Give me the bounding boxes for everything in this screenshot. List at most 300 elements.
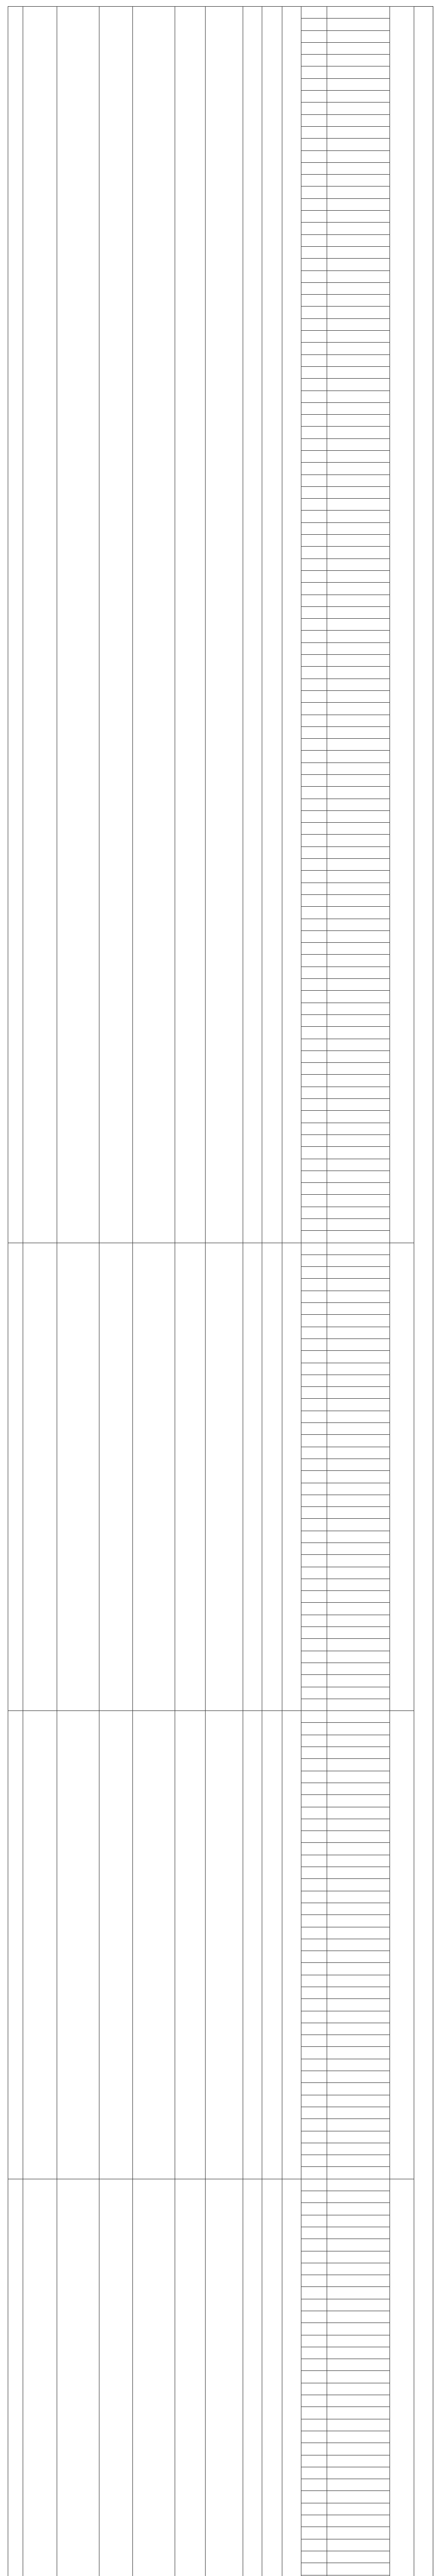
line-item-quantity-cell <box>327 1675 390 1687</box>
line-item-quantity-cell <box>327 331 390 343</box>
line-item-description-cell <box>301 667 327 679</box>
line-item-description-cell <box>301 799 327 810</box>
line-item-quantity-cell <box>327 2119 390 2131</box>
line-item-quantity-cell <box>327 1735 390 1747</box>
line-item-description-cell <box>301 655 327 667</box>
line-item-quantity-cell <box>327 1795 390 1807</box>
line-item-description-cell <box>301 103 327 114</box>
line-item-quantity-cell <box>327 270 390 282</box>
group-quantity-cell <box>262 1711 282 2179</box>
procurement-table <box>8 6 433 2576</box>
line-item-quantity-cell <box>327 2179 390 2191</box>
line-item-description-cell <box>301 2347 327 2359</box>
line-item-quantity-cell <box>327 1207 390 1218</box>
line-item-quantity-cell <box>327 1759 390 1771</box>
line-item-quantity-cell <box>327 679 390 690</box>
line-item-quantity-cell <box>327 703 390 715</box>
line-item-description-cell <box>301 295 327 307</box>
line-item-quantity-cell <box>327 295 390 307</box>
line-item-description-cell <box>301 19 327 30</box>
line-item-description-cell <box>301 919 327 930</box>
line-item-quantity-cell <box>327 2239 390 2251</box>
line-item-description-cell <box>301 78 327 90</box>
line-item-quantity-cell <box>327 1891 390 1903</box>
line-item-description-cell <box>301 450 327 462</box>
line-item-description-cell <box>301 1723 327 1735</box>
line-item-description-cell <box>301 1747 327 1759</box>
line-item-description-cell <box>301 2551 327 2563</box>
line-item-description-cell <box>301 1531 327 1543</box>
line-item-description-cell <box>301 930 327 942</box>
line-item-quantity-cell <box>327 726 390 738</box>
line-item-quantity-cell <box>327 1915 390 1927</box>
line-item-quantity-cell <box>327 1939 390 1951</box>
line-item-quantity-cell <box>327 739 390 751</box>
line-item-description-cell <box>301 2407 327 2419</box>
line-item-description-cell <box>301 1399 327 1411</box>
line-item-description-cell <box>301 463 327 474</box>
line-item-description-cell <box>301 1795 327 1807</box>
line-item-quantity-cell <box>327 1411 390 1422</box>
line-item-quantity-cell <box>327 1651 390 1663</box>
line-item-quantity-cell <box>327 1123 390 1134</box>
line-item-quantity-cell <box>327 42 390 54</box>
line-item-description-cell <box>301 2479 327 2491</box>
line-item-quantity-cell <box>327 1831 390 1843</box>
line-item-quantity-cell <box>327 930 390 942</box>
line-item-quantity-cell <box>327 259 390 270</box>
line-item-quantity-cell <box>327 2515 390 2527</box>
line-item-quantity-cell <box>327 307 390 318</box>
line-item-description-cell <box>301 1975 327 1987</box>
group-category-cell <box>99 2179 133 2576</box>
line-item-description-cell <box>301 1111 327 1123</box>
line-item-quantity-cell <box>327 1303 390 1315</box>
line-item-quantity-cell <box>327 354 390 366</box>
line-item-description-cell <box>301 91 327 103</box>
line-item-quantity-cell <box>327 499 390 511</box>
line-item-quantity-cell <box>327 1471 390 1483</box>
line-item-description-cell <box>301 1987 327 1998</box>
line-item-quantity-cell <box>327 2275 390 2287</box>
line-item-description-cell <box>301 2299 327 2311</box>
line-item-quantity-cell <box>327 690 390 702</box>
line-item-description-cell <box>301 642 327 654</box>
line-item-description-cell <box>301 2155 327 2167</box>
line-item-quantity-cell <box>327 2479 390 2491</box>
line-item-description-cell <box>301 486 327 498</box>
line-item-quantity-cell <box>327 415 390 427</box>
line-item-description-cell <box>301 1603 327 1615</box>
table-row <box>8 1711 433 1723</box>
line-item-description-cell <box>301 1147 327 1159</box>
line-item-quantity-cell <box>327 1218 390 1230</box>
line-item-description-cell <box>301 1639 327 1651</box>
line-item-description-cell <box>301 2095 327 2107</box>
line-item-description-cell <box>301 1771 327 1783</box>
line-item-quantity-cell <box>327 1591 390 1603</box>
line-item-quantity-cell <box>327 2131 390 2143</box>
line-item-quantity-cell <box>327 1543 390 1555</box>
line-item-description-cell <box>301 739 327 751</box>
line-item-description-cell <box>301 1123 327 1134</box>
line-item-quantity-cell <box>327 234 390 246</box>
line-item-description-cell <box>301 211 327 223</box>
line-item-quantity-cell <box>327 1291 390 1302</box>
line-item-description-cell <box>301 1483 327 1495</box>
line-item-description-cell <box>301 259 327 270</box>
line-item-quantity-cell <box>327 1099 390 1111</box>
line-item-description-cell <box>301 415 327 427</box>
line-item-quantity-cell <box>327 379 390 391</box>
line-item-description-cell <box>301 187 327 198</box>
line-item-quantity-cell <box>327 631 390 642</box>
line-item-description-cell <box>301 1519 327 1531</box>
group-amount-cell <box>282 1243 301 1711</box>
group-remark-cell <box>390 1711 414 2179</box>
line-item-description-cell <box>301 1927 327 1939</box>
line-item-description-cell <box>301 1495 327 1506</box>
line-item-description-cell <box>301 1075 327 1087</box>
line-item-description-cell <box>301 282 327 294</box>
line-item-quantity-cell <box>327 859 390 871</box>
line-item-quantity-cell <box>327 1014 390 1026</box>
line-item-quantity-cell <box>327 943 390 955</box>
line-item-quantity-cell <box>327 486 390 498</box>
table-row <box>8 1243 433 1255</box>
line-item-description-cell <box>301 1435 327 1447</box>
line-item-quantity-cell <box>327 2191 390 2203</box>
line-item-quantity-cell <box>327 1819 390 1831</box>
line-item-quantity-cell <box>327 139 390 150</box>
line-item-quantity-cell <box>327 1111 390 1123</box>
line-item-description-cell <box>301 955 327 967</box>
line-item-description-cell <box>301 438 327 450</box>
line-item-description-cell <box>301 1963 327 1975</box>
line-item-description-cell <box>301 871 327 883</box>
group-quantity-cell <box>262 1243 282 1711</box>
line-item-description-cell <box>301 2563 327 2575</box>
line-item-quantity-cell <box>327 2371 390 2383</box>
group-quantity-cell <box>262 2179 282 2576</box>
line-item-quantity-cell <box>327 835 390 846</box>
group-quantity-cell <box>262 7 282 1243</box>
line-item-description-cell <box>301 1099 327 1111</box>
line-item-quantity-cell <box>327 1087 390 1098</box>
group-seq-cell <box>8 1243 23 1711</box>
line-item-quantity-cell <box>327 810 390 822</box>
line-item-quantity-cell <box>327 1927 390 1939</box>
line-item-quantity-cell <box>327 2527 390 2539</box>
group-product-cell <box>133 1711 175 2179</box>
group-unit-cell <box>243 2179 262 2576</box>
line-item-quantity-cell <box>327 402 390 414</box>
line-item-description-cell <box>301 606 327 618</box>
line-item-description-cell <box>301 1891 327 1903</box>
line-item-quantity-cell <box>327 655 390 667</box>
line-item-quantity-cell <box>327 2215 390 2227</box>
line-item-description-cell <box>301 2467 327 2479</box>
line-item-description-cell <box>301 1675 327 1687</box>
line-item-description-cell <box>301 66 327 78</box>
line-item-quantity-cell <box>327 1951 390 1963</box>
line-item-description-cell <box>301 1567 327 1579</box>
line-item-quantity-cell <box>327 2311 390 2323</box>
line-item-quantity-cell <box>327 2419 390 2431</box>
line-item-quantity-cell <box>327 979 390 991</box>
group-remark-cell <box>390 2179 414 2576</box>
line-item-description-cell <box>301 522 327 534</box>
line-item-quantity-cell <box>327 1231 390 1243</box>
line-item-quantity-cell <box>327 1459 390 1470</box>
line-item-description-cell <box>301 1134 327 1146</box>
line-item-description-cell <box>301 354 327 366</box>
line-item-quantity-cell <box>327 2287 390 2299</box>
line-item-description-cell <box>301 1867 327 1879</box>
line-item-description-cell <box>301 823 327 835</box>
line-item-description-cell <box>301 1243 327 1255</box>
line-item-quantity-cell <box>327 1603 390 1615</box>
line-item-description-cell <box>301 1735 327 1747</box>
line-item-quantity-cell <box>327 522 390 534</box>
line-item-description-cell <box>301 1231 327 1243</box>
line-item-description-cell <box>301 2119 327 2131</box>
line-item-quantity-cell <box>327 2227 390 2239</box>
line-item-description-cell <box>301 175 327 187</box>
line-item-quantity-cell <box>327 1855 390 1867</box>
line-item-quantity-cell <box>327 2467 390 2479</box>
line-item-description-cell <box>301 2503 327 2515</box>
line-item-quantity-cell <box>327 1399 390 1411</box>
line-item-description-cell <box>301 2539 327 2551</box>
line-item-quantity-cell <box>327 1050 390 1062</box>
group-product-cell <box>133 1243 175 1711</box>
line-item-description-cell <box>301 1207 327 1218</box>
line-item-quantity-cell <box>327 2167 390 2179</box>
line-item-description-cell <box>301 1279 327 1291</box>
line-item-quantity-cell <box>327 1279 390 1291</box>
line-item-description-cell <box>301 511 327 522</box>
line-item-quantity-cell <box>327 2323 390 2335</box>
line-item-quantity-cell <box>327 1495 390 1506</box>
line-item-quantity-cell <box>327 1195 390 1207</box>
line-item-description-cell <box>301 2359 327 2371</box>
line-item-description-cell <box>301 1699 327 1710</box>
line-item-description-cell <box>301 2491 327 2503</box>
line-item-quantity-cell <box>327 787 390 799</box>
line-item-quantity-cell <box>327 2503 390 2515</box>
line-item-description-cell <box>301 1951 327 1963</box>
line-item-description-cell <box>301 391 327 402</box>
line-item-quantity-cell <box>327 450 390 462</box>
line-item-quantity-cell <box>327 91 390 103</box>
line-item-quantity-cell <box>327 1435 390 1447</box>
line-item-description-cell <box>301 474 327 486</box>
line-item-quantity-cell <box>327 1507 390 1519</box>
line-item-description-cell <box>301 2191 327 2203</box>
line-item-description-cell <box>301 1327 327 1338</box>
line-item-quantity-cell <box>327 19 390 30</box>
line-item-quantity-cell <box>327 558 390 570</box>
group-date-cell <box>23 7 57 1243</box>
line-item-description-cell <box>301 835 327 846</box>
line-item-description-cell <box>301 2395 327 2407</box>
group-unit-price-cell <box>206 1243 243 1711</box>
group-remark-cell <box>390 7 414 1243</box>
line-item-quantity-cell <box>327 150 390 162</box>
line-item-description-cell <box>301 762 327 774</box>
line-item-quantity-cell <box>327 715 390 726</box>
line-item-description-cell <box>301 1087 327 1098</box>
group-category-cell <box>99 7 133 1243</box>
line-item-quantity-cell <box>327 619 390 631</box>
line-item-description-cell <box>301 198 327 210</box>
line-item-description-cell <box>301 631 327 642</box>
line-item-quantity-cell <box>327 2083 390 2095</box>
line-item-quantity-cell <box>327 1003 390 1014</box>
line-item-description-cell <box>301 846 327 858</box>
group-spec-cell <box>175 1243 206 1711</box>
line-item-description-cell <box>301 859 327 871</box>
line-item-quantity-cell <box>327 2407 390 2419</box>
table-row <box>8 2179 433 2191</box>
line-item-quantity-cell <box>327 1147 390 1159</box>
line-item-description-cell <box>301 535 327 547</box>
line-item-description-cell <box>301 2047 327 2059</box>
line-item-description-cell <box>301 2059 327 2071</box>
line-item-description-cell <box>301 42 327 54</box>
line-item-quantity-cell <box>327 570 390 582</box>
line-item-quantity-cell <box>327 595 390 606</box>
line-item-quantity-cell <box>327 1555 390 1567</box>
line-item-quantity-cell <box>327 2443 390 2455</box>
line-item-description-cell <box>301 1819 327 1831</box>
line-item-quantity-cell <box>327 1579 390 1590</box>
line-item-description-cell <box>301 1879 327 1891</box>
line-item-quantity-cell <box>327 427 390 438</box>
line-item-quantity-cell <box>327 883 390 894</box>
line-item-description-cell <box>301 2071 327 2083</box>
line-item-description-cell <box>301 150 327 162</box>
line-item-quantity-cell <box>327 1711 390 1723</box>
line-item-description-cell <box>301 318 327 330</box>
line-item-description-cell <box>301 810 327 822</box>
line-item-description-cell <box>301 690 327 702</box>
line-item-description-cell <box>301 1171 327 1182</box>
line-item-quantity-cell <box>327 211 390 223</box>
line-item-quantity-cell <box>327 1338 390 1350</box>
line-item-description-cell <box>301 1050 327 1062</box>
line-item-description-cell <box>301 270 327 282</box>
line-item-description-cell <box>301 583 327 595</box>
line-item-quantity-cell <box>327 846 390 858</box>
line-item-description-cell <box>301 343 327 354</box>
line-item-quantity-cell <box>327 2047 390 2059</box>
line-item-description-cell <box>301 1195 327 1207</box>
line-item-description-cell <box>301 2023 327 2035</box>
line-item-description-cell <box>301 2275 327 2287</box>
group-product-cell <box>133 2179 175 2576</box>
group-unit-cell <box>243 1711 262 2179</box>
line-item-description-cell <box>301 1807 327 1819</box>
line-item-quantity-cell <box>327 7 390 19</box>
line-item-description-cell <box>301 7 327 19</box>
line-item-description-cell <box>301 223 327 234</box>
line-item-description-cell <box>301 967 327 978</box>
line-item-quantity-cell <box>327 2491 390 2503</box>
line-item-description-cell <box>301 2371 327 2383</box>
group-supplier-cell <box>57 2179 99 2576</box>
line-item-quantity-cell <box>327 1771 390 1783</box>
line-item-quantity-cell <box>327 871 390 883</box>
line-item-quantity-cell <box>327 1903 390 1914</box>
line-item-quantity-cell <box>327 642 390 654</box>
line-item-quantity-cell <box>327 894 390 906</box>
line-item-description-cell <box>301 703 327 715</box>
line-item-description-cell <box>301 1555 327 1567</box>
line-item-description-cell <box>301 126 327 138</box>
line-item-quantity-cell <box>327 1327 390 1338</box>
line-item-description-cell <box>301 1651 327 1663</box>
line-item-description-cell <box>301 1315 327 1327</box>
line-item-quantity-cell <box>327 1531 390 1543</box>
line-item-quantity-cell <box>327 2263 390 2275</box>
table-row <box>8 7 433 19</box>
line-item-quantity-cell <box>327 2431 390 2443</box>
line-item-quantity-cell <box>327 55 390 66</box>
group-product-cell <box>133 7 175 1243</box>
line-item-quantity-cell <box>327 2359 390 2371</box>
line-item-quantity-cell <box>327 1255 390 1266</box>
group-unit-price-cell <box>206 2179 243 2576</box>
line-item-description-cell <box>301 162 327 174</box>
group-unit-price-cell <box>206 1711 243 2179</box>
line-item-description-cell <box>301 619 327 631</box>
line-item-quantity-cell <box>327 2347 390 2359</box>
line-item-description-cell <box>301 1218 327 1230</box>
group-category-cell <box>99 1243 133 1711</box>
line-item-description-cell <box>301 787 327 799</box>
line-item-description-cell <box>301 1411 327 1422</box>
group-date-cell <box>23 1243 57 1711</box>
line-item-quantity-cell <box>327 30 390 42</box>
line-item-quantity-cell <box>327 1134 390 1146</box>
line-item-quantity-cell <box>327 1519 390 1531</box>
line-item-description-cell <box>301 1579 327 1590</box>
line-item-quantity-cell <box>327 547 390 558</box>
line-item-quantity-cell <box>327 474 390 486</box>
line-item-quantity-cell <box>327 2395 390 2407</box>
line-item-description-cell <box>301 1999 327 2011</box>
line-item-quantity-cell <box>327 1867 390 1879</box>
line-item-quantity-cell <box>327 1483 390 1495</box>
line-item-description-cell <box>301 1855 327 1867</box>
line-item-quantity-cell <box>327 2059 390 2071</box>
line-item-description-cell <box>301 2515 327 2527</box>
line-item-description-cell <box>301 883 327 894</box>
line-item-quantity-cell <box>327 1687 390 1699</box>
line-item-description-cell <box>301 1303 327 1315</box>
line-item-description-cell <box>301 1039 327 1050</box>
line-item-quantity-cell <box>327 282 390 294</box>
line-item-description-cell <box>301 2455 327 2467</box>
line-item-quantity-cell <box>327 511 390 522</box>
line-item-description-cell <box>301 2179 327 2191</box>
line-item-description-cell <box>301 726 327 738</box>
line-item-description-cell <box>301 2131 327 2143</box>
line-item-description-cell <box>301 1471 327 1483</box>
line-item-description-cell <box>301 2311 327 2323</box>
